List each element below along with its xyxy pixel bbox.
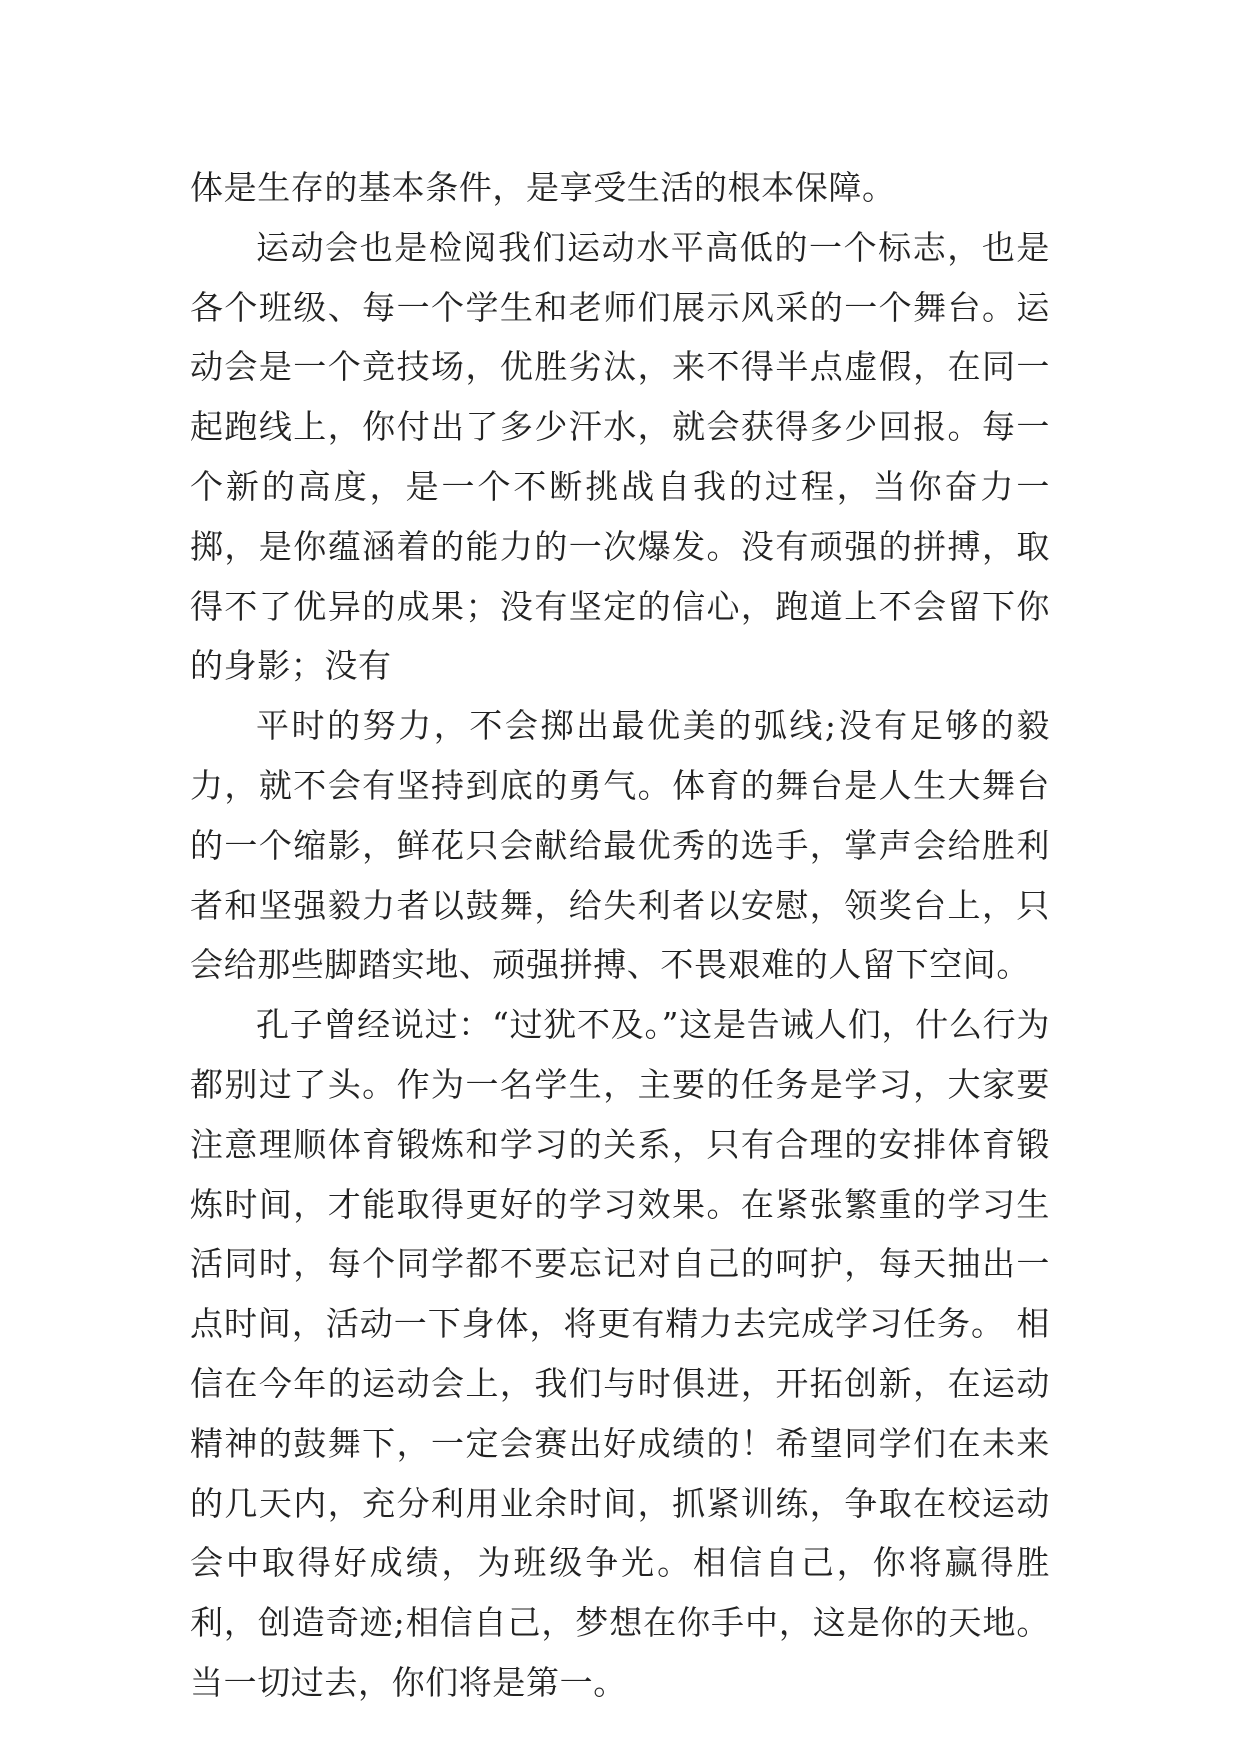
body-text xyxy=(190,158,1050,1713)
paragraph-2: 运动会也是检阅我们运动水平高低的一个标志，也是各个班级、每一个学生和老师们展示风采的一个舞台。运动会是一个竞技场，优胜劣汰，来不得半点虚假，在同一起跑线上，你付出了多少汗水，就会获得多少回报。每一个新的高度，是一个不断挑战自我的过程，当你奋力一掷，是你蕴涵着的能力的一次爆发。没有顽强的拼搏，取得不了优异的成果；没有坚定的信心，跑道上不会留下你的身影；没有 xyxy=(190,227,1050,686)
paragraph-1: 体是生存的基本条件，是享受生活的根本保障。 xyxy=(190,168,896,207)
paragraph-4: 孔子曾经说过：“过犹不及。”这是告诫人们，什么行为都别过了头。作为一名学生，主要的任务是学习，大家要注意理顺体育锻炼和学习的关系，只有合理的安排体育锻炼时间，才能取得更好的学习效果。在紧张繁重的学习生活同时，每个同学都不要忘记对自己的呵护，每天抽出一点时间，活动一下身体，将更有精力去完成学习任务。 相信在今年的运动会上，我们与时俱进，开拓创新，在运动精神的鼓舞下，一定会赛出好成绩的！希望同学们在未来的几天内，充分利用业余时间，抓紧训练，争取在校运动会中取得好成绩，为班级争光。相信自己，你将赢得胜利，创造奇迹;相信自己，梦想在你手中，这是你的天地。当一切过去，你们将是第一。 xyxy=(190,1005,1050,1702)
paragraph-3: 平时的努力，不会掷出最优美的弧线;没有足够的毅力，就不会有坚持到底的勇气。体育的舞台是人生大舞台的一个缩影，鲜花只会献给最优秀的选手，掌声会给胜利者和坚强毅力者以鼓舞，给失利者以安慰，领奖台上，只会给那些脚踏实地、顽强拼搏、不畏艰难的人留下空间。 xyxy=(190,706,1050,985)
